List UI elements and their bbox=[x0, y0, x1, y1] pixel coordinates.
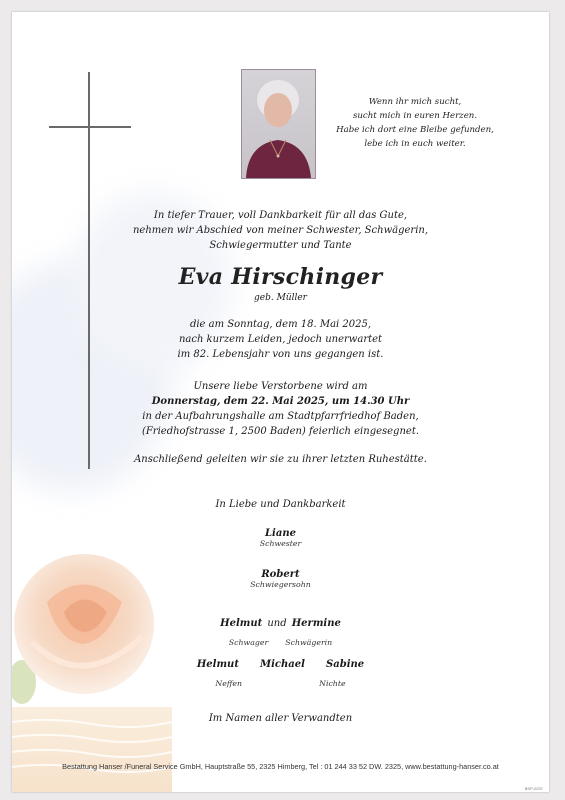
mourner-nephews-niece bbox=[12, 652, 549, 690]
and-word: und bbox=[267, 618, 287, 629]
mourner-liane bbox=[12, 528, 549, 548]
mourner-name: Helmut bbox=[220, 618, 263, 629]
poem-line: lebe ich in euch weiter. bbox=[364, 139, 466, 149]
poem bbox=[330, 95, 500, 151]
poem-line: Wenn ihr mich sucht, bbox=[368, 97, 462, 107]
on-behalf-text: Im Namen aller Verwandten bbox=[208, 713, 353, 724]
portrait-photo bbox=[241, 69, 316, 179]
death-notice bbox=[12, 317, 549, 362]
mourner-name: Robert bbox=[261, 569, 300, 580]
funeral-notice bbox=[12, 379, 549, 439]
mourner-relation: Schwiegersohn bbox=[250, 580, 311, 589]
funeral-date: Donnerstag, dem 22. Mai 2025, um 14.30 Uhr bbox=[151, 396, 410, 407]
mourner-relation: Nichte bbox=[319, 679, 346, 688]
intro-line: Schwiegermutter und Tante bbox=[209, 240, 352, 251]
template-code: BSP-0237 bbox=[524, 786, 543, 791]
mourner-name: Hermine bbox=[291, 618, 341, 629]
funeral-line: Unsere liebe Verstorbene wird am bbox=[193, 381, 368, 392]
poem-line: sucht mich in euren Herzen. bbox=[352, 111, 478, 121]
mourner-name: Liane bbox=[265, 528, 296, 539]
mourner-name: Sabine bbox=[326, 659, 365, 670]
mourner-relation: Schwester bbox=[259, 539, 302, 548]
mourner-relation: Schwägerin bbox=[285, 638, 333, 647]
mourner-name: Michael bbox=[260, 659, 305, 670]
cross-horizontal bbox=[49, 126, 131, 128]
obituary-page bbox=[12, 12, 549, 792]
intro-text bbox=[12, 208, 549, 253]
poem-line: Habe ich dort eine Bleibe gefunden, bbox=[336, 125, 494, 135]
mourner-helmut-hermine bbox=[12, 611, 549, 649]
mourner-robert bbox=[12, 569, 549, 589]
death-line: nach kurzem Leiden, jedoch unerwartet bbox=[178, 334, 383, 345]
funeral-line: (Friedhofstrasse 1, 2500 Baden) feierlich eingesegnet. bbox=[141, 426, 420, 437]
mourner-name: Helmut bbox=[196, 659, 239, 670]
intro-line: nehmen wir Abschied von meiner Schwester, Schwägerin, bbox=[132, 225, 429, 236]
funeral-line: in der Aufbahrungshalle am Stadtpfarrfriedhof Baden, bbox=[142, 411, 419, 422]
deceased-name: Eva Hirschinger bbox=[178, 264, 383, 290]
burial-text: Anschließend geleiten wir sie zu ihrer letzten Ruhestätte. bbox=[134, 454, 427, 465]
closing-greeting: In Liebe und Dankbarkeit bbox=[215, 499, 346, 510]
birth-name: geb. Müller bbox=[254, 293, 307, 303]
death-line: im 82. Lebensjahr von uns gegangen ist. bbox=[177, 349, 384, 360]
mourner-relation: Neffen bbox=[215, 679, 243, 688]
death-line: die am Sonntag, dem 18. Mai 2025, bbox=[189, 319, 372, 330]
intro-line: In tiefer Trauer, voll Dankbarkeit für all das Gute, bbox=[153, 210, 408, 221]
mourner-relation: Schwager bbox=[228, 638, 269, 647]
funeral-home-footer: Bestattung Hanser /Funeral Service GmbH, Hauptstraße 55, 2325 Himberg, Tel : 01 244 33 52 DW. 2325, www.bestattung-hanser.co.at bbox=[62, 762, 499, 771]
